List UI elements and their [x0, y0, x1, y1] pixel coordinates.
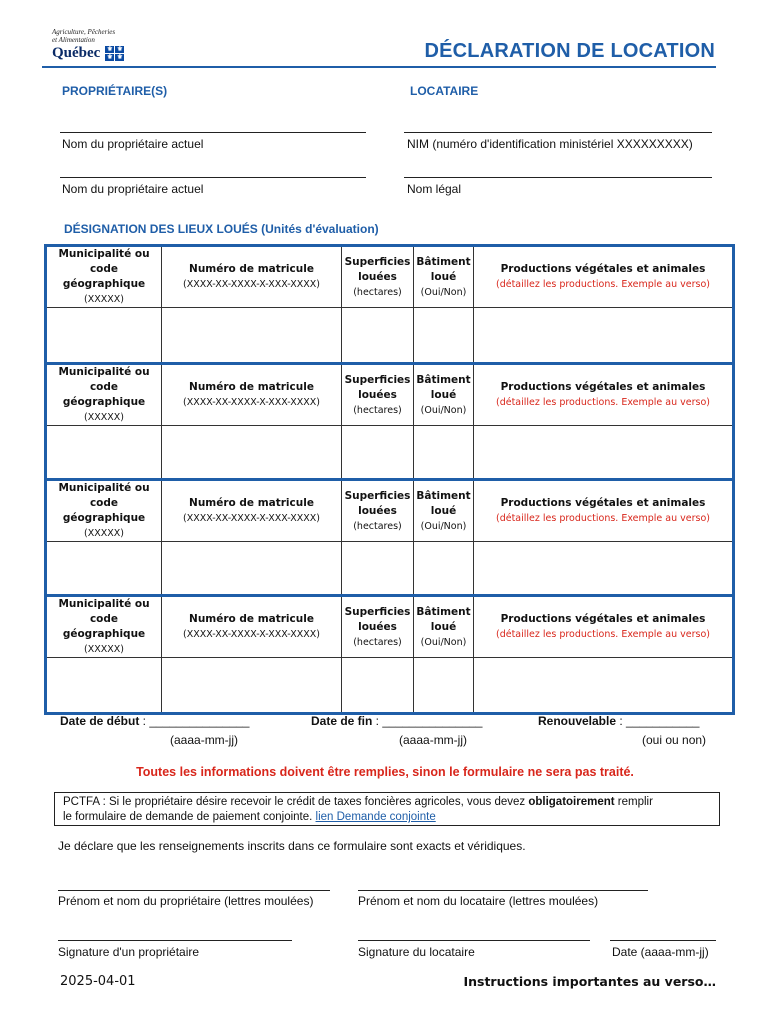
logo-name: Québec: [52, 45, 101, 61]
table-row: [46, 658, 734, 714]
header-area: Superficies louées (hectares): [342, 596, 414, 658]
table-header-row: [46, 246, 734, 308]
table-header-row: [46, 596, 734, 658]
building-cell[interactable]: [414, 658, 474, 714]
owner-signature-field[interactable]: [58, 940, 292, 941]
header-building: Bâtiment loué (Oui/Non): [414, 596, 474, 658]
productions-cell[interactable]: [474, 542, 734, 596]
form-version-date: 2025-04-01: [60, 974, 136, 989]
tenant-printed-name-caption: Prénom et nom du locataire (lettres moulées): [358, 894, 599, 908]
header-productions: Productions végétales et animales (détaillez les productions. Exemple au verso): [474, 364, 734, 426]
tenant-printed-name-field[interactable]: [358, 890, 648, 891]
end-date-blank[interactable]: _______________: [382, 714, 483, 728]
quebec-flag-icon: ⚜ ⚜ ⚜ ⚜: [104, 45, 125, 62]
owner-name-2-field[interactable]: [60, 177, 366, 178]
renewable-blank[interactable]: ___________: [626, 714, 700, 728]
end-date-hint: (aaaa-mm-jj): [399, 733, 468, 747]
logo-ministry-line2: et Alimentation: [52, 36, 95, 44]
tenant-section-label: LOCATAIRE: [410, 84, 479, 98]
tenant-signature-field[interactable]: [358, 940, 590, 941]
end-date-field[interactable]: Date de fin : _______________: [311, 714, 483, 728]
tenant-nim-field[interactable]: [404, 132, 712, 133]
owner-name-2-caption: Nom du propriétaire actuel: [62, 182, 204, 196]
quebec-logo: [52, 28, 172, 62]
header-building: Bâtiment loué (Oui/Non): [414, 480, 474, 542]
header-area: Superficies louées (hectares): [342, 364, 414, 426]
end-date-label: Date de fin: [311, 714, 373, 728]
header-productions: Productions végétales et animales (détaillez les productions. Exemple au verso): [474, 596, 734, 658]
pctfa-notice: PCTFA : Si le propriétaire désire recevoir le crédit de taxes foncières agricoles, vous devez obligatoirement remplir le formulaire de demande de paiement conjointe. lien Demande conjointe: [54, 792, 720, 826]
header-matricule: Numéro de matricule (XXXX-XX-XXXX-X-XXX-XXXX): [162, 364, 342, 426]
owner-name-1-field[interactable]: [60, 132, 366, 133]
start-date-label: Date de début: [60, 714, 140, 728]
header-municipality: Municipalité ou code géographique (XXXXX): [46, 246, 162, 308]
logo-wordmark: [52, 45, 172, 62]
header-municipality: Municipalité ou code géographique (XXXXX): [46, 364, 162, 426]
tenant-signature-caption: Signature du locataire: [358, 945, 475, 959]
tenant-legal-name-field[interactable]: [404, 177, 712, 178]
owners-section-label: PROPRIÉTAIRE(S): [62, 84, 168, 98]
header-matricule: Numéro de matricule (XXXX-XX-XXXX-X-XXX-XXXX): [162, 480, 342, 542]
declaration-text: Je déclare que les renseignements inscrits dans ce formulaire sont exacts et véridiques.: [58, 839, 526, 853]
signature-date-field[interactable]: [610, 940, 716, 941]
start-date-field[interactable]: Date de début : _______________: [60, 714, 250, 728]
tenant-nim-caption: NIM (numéro d'identification ministériel XXXXXXXXX): [407, 137, 693, 151]
leased-lots-table: [44, 244, 735, 715]
header-municipality: Municipalité ou code géographique (XXXXX): [46, 596, 162, 658]
start-date-hint: (aaaa-mm-jj): [170, 733, 239, 747]
header-matricule: Numéro de matricule (XXXX-XX-XXXX-X-XXX-XXXX): [162, 246, 342, 308]
renewable-label: Renouvelable: [538, 714, 617, 728]
productions-cell[interactable]: [474, 658, 734, 714]
title-divider: [42, 66, 716, 68]
building-cell[interactable]: [414, 426, 474, 480]
matricule-cell[interactable]: [162, 542, 342, 596]
matricule-cell[interactable]: [162, 308, 342, 364]
header-area: Superficies louées (hectares): [342, 246, 414, 308]
table-row: [46, 308, 734, 364]
header-building: Bâtiment loué (Oui/Non): [414, 246, 474, 308]
header-matricule: Numéro de matricule (XXXX-XX-XXXX-X-XXX-XXXX): [162, 596, 342, 658]
pctfa-bold: obligatoirement: [528, 796, 615, 808]
joint-request-link[interactable]: lien Demande conjointe: [315, 811, 436, 823]
lots-section-label: DÉSIGNATION DES LIEUX LOUÉS (Unités d'évaluation): [64, 222, 379, 236]
matricule-cell[interactable]: [162, 658, 342, 714]
area-cell[interactable]: [342, 658, 414, 714]
table-row: [46, 542, 734, 596]
header-building: Bâtiment loué (Oui/Non): [414, 364, 474, 426]
table-row: [46, 426, 734, 480]
logo-ministry-line1: Agriculture, Pêcheries: [52, 28, 116, 36]
area-cell[interactable]: [342, 542, 414, 596]
mandatory-warning: Toutes les informations doivent être remplies, sinon le formulaire ne sera pas traité.: [136, 765, 634, 779]
header-productions: Productions végétales et animales (détaillez les productions. Exemple au verso): [474, 246, 734, 308]
renewable-hint: (oui ou non): [642, 733, 707, 747]
signature-date-caption: Date (aaaa-mm-jj): [612, 945, 709, 959]
municipality-cell[interactable]: [46, 308, 162, 364]
header-area: Superficies louées (hectares): [342, 480, 414, 542]
municipality-cell[interactable]: [46, 658, 162, 714]
header-municipality: Municipalité ou code géographique (XXXXX): [46, 480, 162, 542]
building-cell[interactable]: [414, 542, 474, 596]
matricule-cell[interactable]: [162, 426, 342, 480]
table-header-row: [46, 364, 734, 426]
productions-cell[interactable]: [474, 308, 734, 364]
instructions-note: Instructions importantes au verso…: [463, 974, 716, 989]
owner-printed-name-caption: Prénom et nom du propriétaire (lettres moulées): [58, 894, 314, 908]
page-title: DÉCLARATION DE LOCATION: [424, 40, 715, 62]
header-productions: Productions végétales et animales (détaillez les productions. Exemple au verso): [474, 480, 734, 542]
owner-name-1-caption: Nom du propriétaire actuel: [62, 137, 204, 151]
municipality-cell[interactable]: [46, 426, 162, 480]
building-cell[interactable]: [414, 308, 474, 364]
tenant-legal-name-caption: Nom légal: [407, 182, 462, 196]
municipality-cell[interactable]: [46, 542, 162, 596]
start-date-blank[interactable]: _______________: [149, 714, 250, 728]
table-header-row: [46, 480, 734, 542]
area-cell[interactable]: [342, 426, 414, 480]
owner-printed-name-field[interactable]: [58, 890, 330, 891]
owner-signature-caption: Signature d'un propriétaire: [58, 945, 200, 959]
renewable-field[interactable]: Renouvelable : ___________: [538, 714, 700, 728]
productions-cell[interactable]: [474, 426, 734, 480]
area-cell[interactable]: [342, 308, 414, 364]
